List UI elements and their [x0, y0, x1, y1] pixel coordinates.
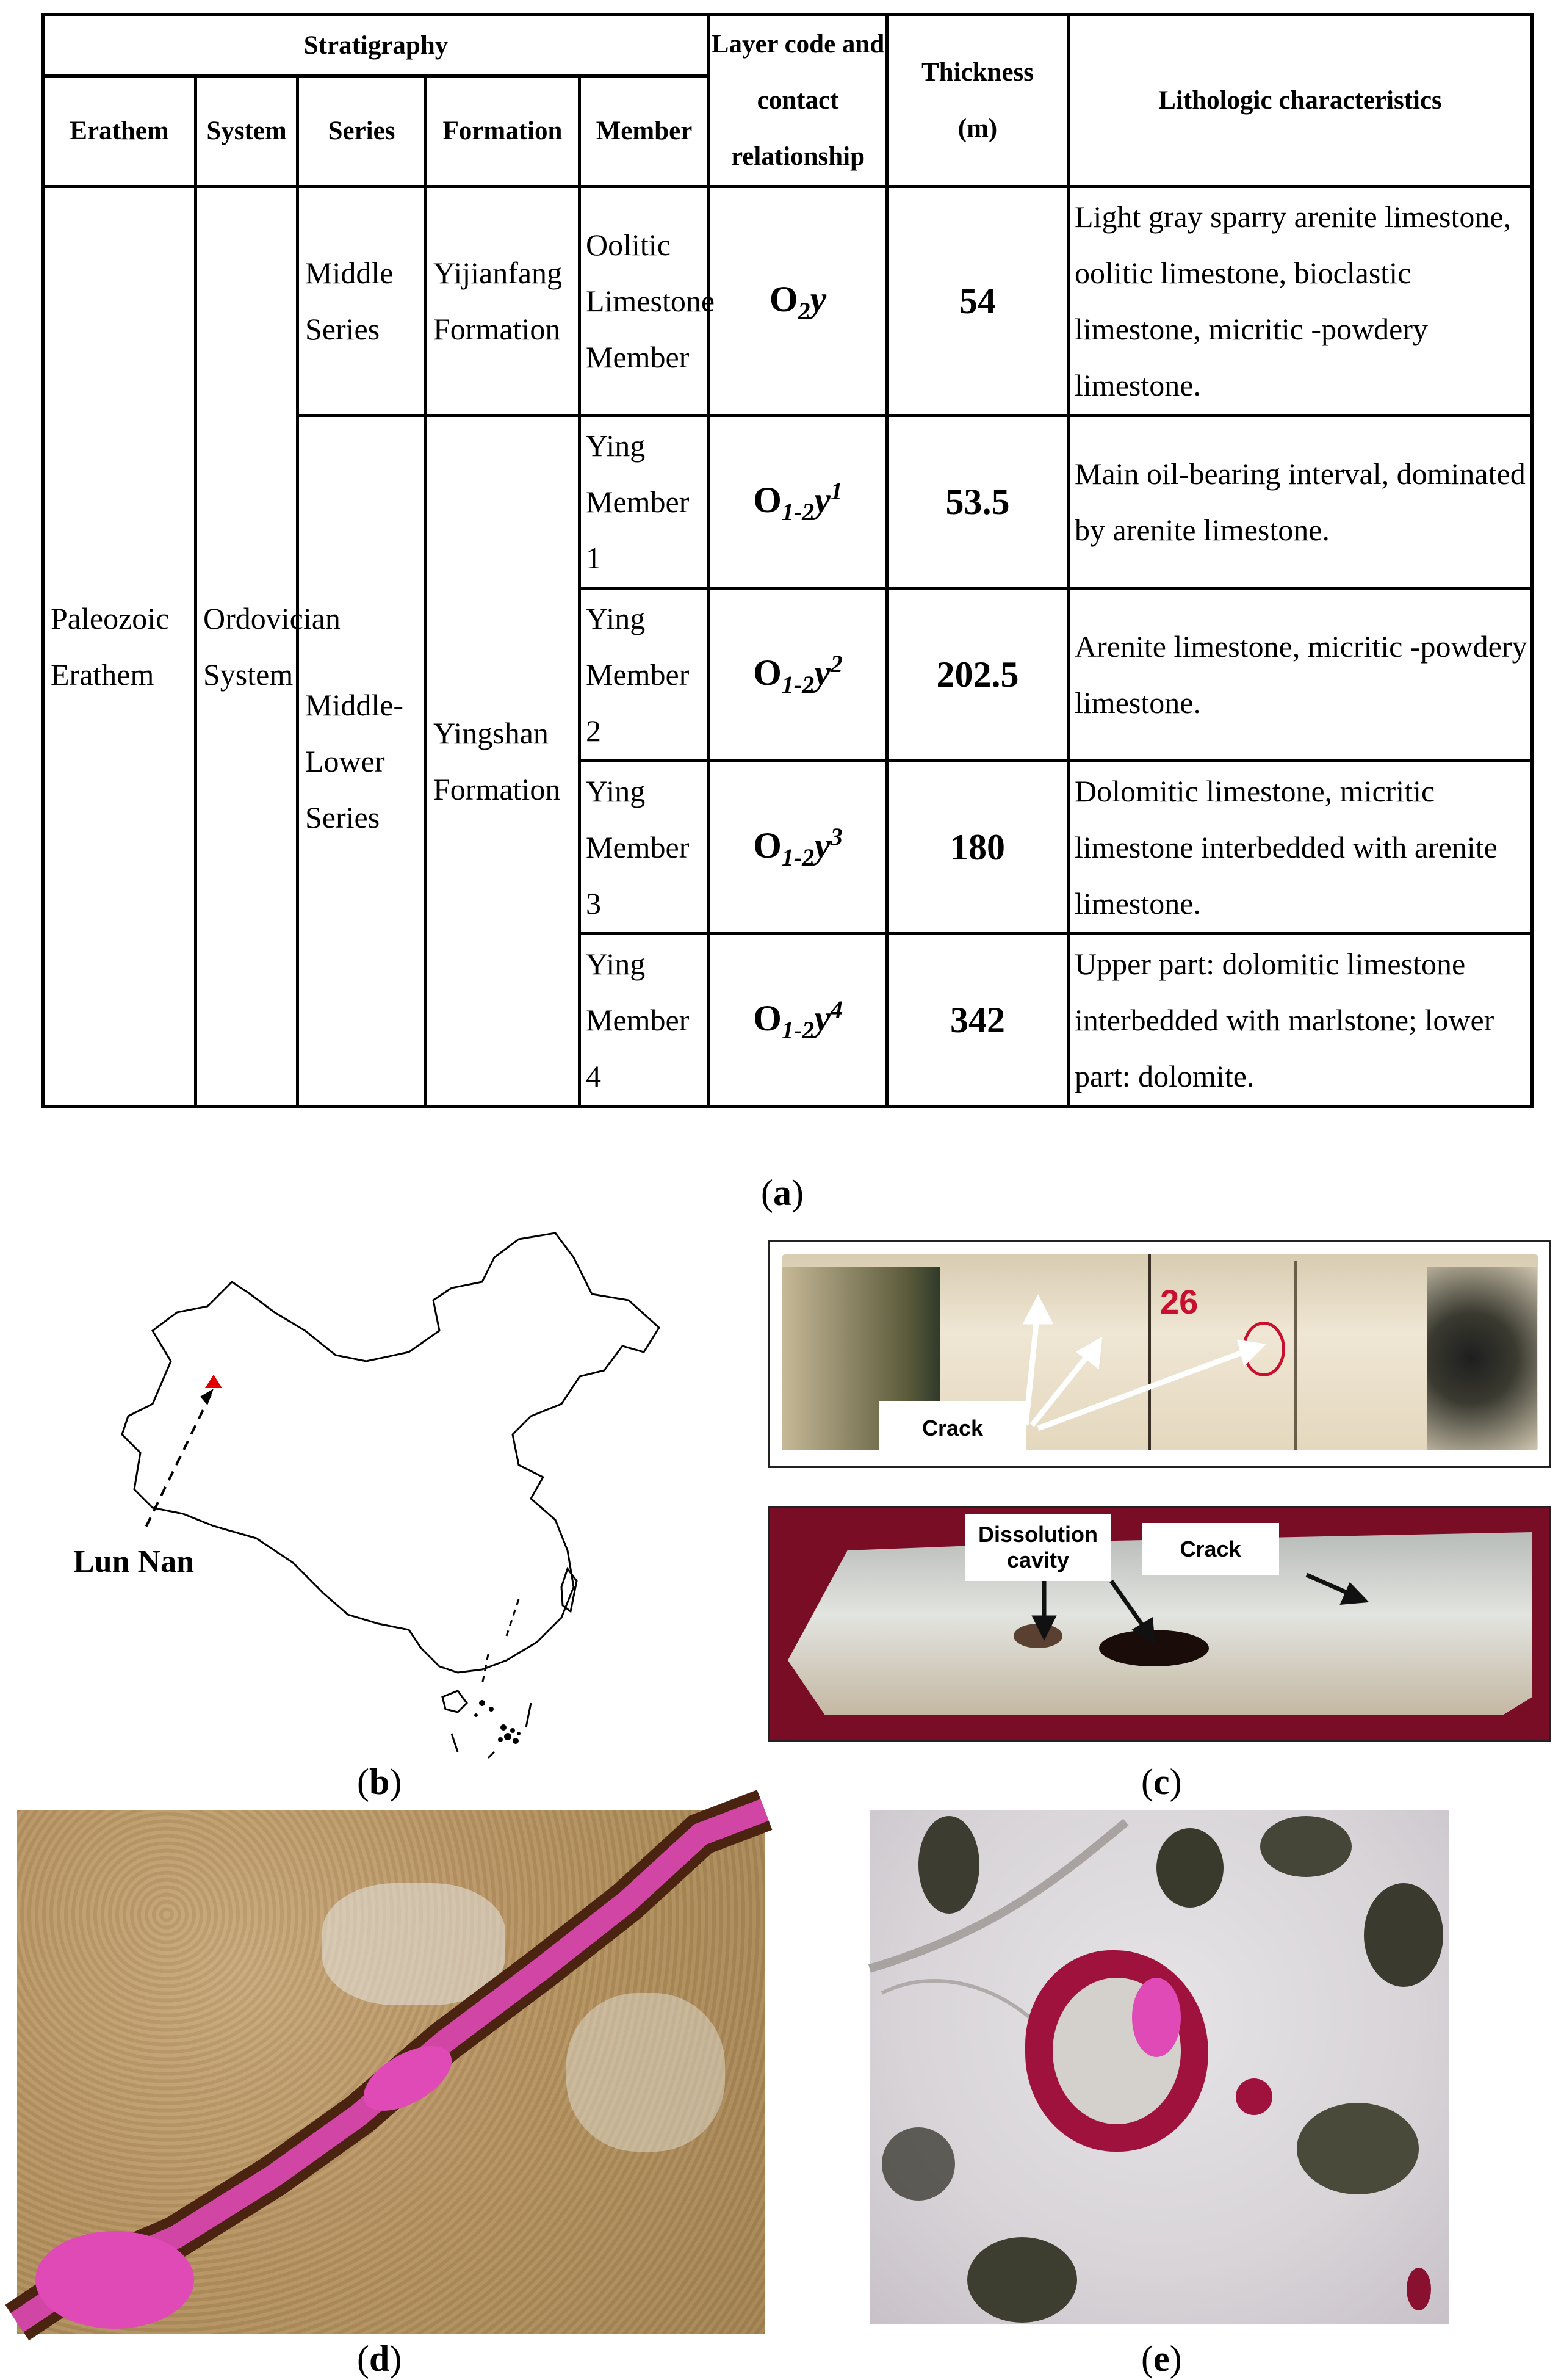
- member-cell: Ying Member 1: [580, 416, 709, 588]
- china-map: [73, 1221, 665, 1758]
- erathem-cell: Paleozoic Erathem: [43, 187, 196, 1107]
- header-stratigraphy: Stratigraphy: [43, 15, 709, 76]
- caption-e: (e): [1141, 2338, 1182, 2379]
- header-series: Series: [298, 76, 426, 187]
- thickness-cell: 54: [887, 187, 1069, 416]
- stratigraphy-table: [41, 13, 1534, 1108]
- sample-mark: 26: [1160, 1282, 1199, 1321]
- caption-d: (d): [357, 2338, 402, 2379]
- thin-section-e: [870, 1810, 1449, 2324]
- caption-b: (b): [357, 1762, 402, 1802]
- caption-c: (c): [1141, 1762, 1182, 1802]
- lithology-cell: Main oil-bearing interval, dominated by arenite limestone.: [1069, 416, 1532, 588]
- member-cell: Ying Member 3: [580, 761, 709, 934]
- china-outline: [122, 1233, 659, 1673]
- header-formation: Formation: [426, 76, 580, 187]
- hainan-island: [442, 1691, 467, 1712]
- header-lithology: Lithologic characteristics: [1069, 15, 1532, 187]
- lun-nan-label: Lun Nan: [73, 1544, 194, 1579]
- lun-nan-marker: [205, 1375, 222, 1388]
- thin-section-d: [17, 1810, 765, 2334]
- dissolution-cavity-label: Dissolution cavity: [965, 1514, 1111, 1581]
- layer-code-cell: $O_{1-2}y^2$: [709, 588, 887, 761]
- member-cell: Oolitic Limestone Member: [580, 187, 709, 416]
- header-member: Member: [580, 76, 709, 187]
- caption-a: (a): [761, 1173, 804, 1213]
- layer-code-cell: $O_{1-2}y^4$: [709, 934, 887, 1107]
- thickness-cell: 202.5: [887, 588, 1069, 761]
- member-cell: Ying Member 4: [580, 934, 709, 1107]
- header-layer-code: Layer code and contact relationship: [709, 15, 887, 187]
- core-photo-top: [768, 1240, 1551, 1468]
- lithology-cell: Arenite limestone, micritic -powdery limestone.: [1069, 588, 1532, 761]
- thickness-cell: 180: [887, 761, 1069, 934]
- small-oolite: [1236, 2078, 1272, 2115]
- core-photo-bottom: [768, 1506, 1551, 1742]
- header-thickness: Thickness (m): [887, 15, 1069, 187]
- taiwan-island: [561, 1569, 577, 1611]
- member-cell: Ying Member 2: [580, 588, 709, 761]
- pore-stain: [1132, 1978, 1181, 2057]
- layer-code-cell: $O_{1-2}y^1$: [709, 416, 887, 588]
- crack-label-bottom: Crack: [1142, 1523, 1279, 1575]
- layer-code-cell: $O_{1-2}y^3$: [709, 761, 887, 934]
- formation-cell-yingshan: Yingshan Formation: [426, 416, 580, 1107]
- thickness-cell: 342: [887, 934, 1069, 1107]
- fracture-vein: [17, 1810, 765, 2334]
- lithology-cell: Light gray sparry arenite limestone, oolitic limestone, bioclastic limestone, micritic -powdery limestone.: [1069, 187, 1532, 416]
- south-china-sea-islands: [452, 1599, 531, 1758]
- location-leader-line: [143, 1395, 211, 1532]
- thickness-cell: 53.5: [887, 416, 1069, 588]
- series-cell-middle-lower: Middle-Lower Series: [298, 416, 426, 1107]
- system-cell: Ordovician System: [196, 187, 298, 1107]
- lithology-cell: Upper part: dolomitic limestone interbedded with marlstone; lower part: dolomite.: [1069, 934, 1532, 1107]
- layer-code-cell: $O_2y$: [709, 187, 887, 416]
- header-system: System: [196, 76, 298, 187]
- series-cell-middle: Middle Series: [298, 187, 426, 416]
- header-erathem: Erathem: [43, 76, 196, 187]
- formation-cell-yijianfang: Yijianfang Formation: [426, 187, 580, 416]
- lithology-cell: Dolomitic limestone, micritic limestone interbedded with arenite limestone.: [1069, 761, 1532, 934]
- leader-arrowhead: [200, 1389, 214, 1405]
- small-oolite: [1407, 2268, 1431, 2310]
- crack-label-top: Crack: [879, 1401, 1026, 1456]
